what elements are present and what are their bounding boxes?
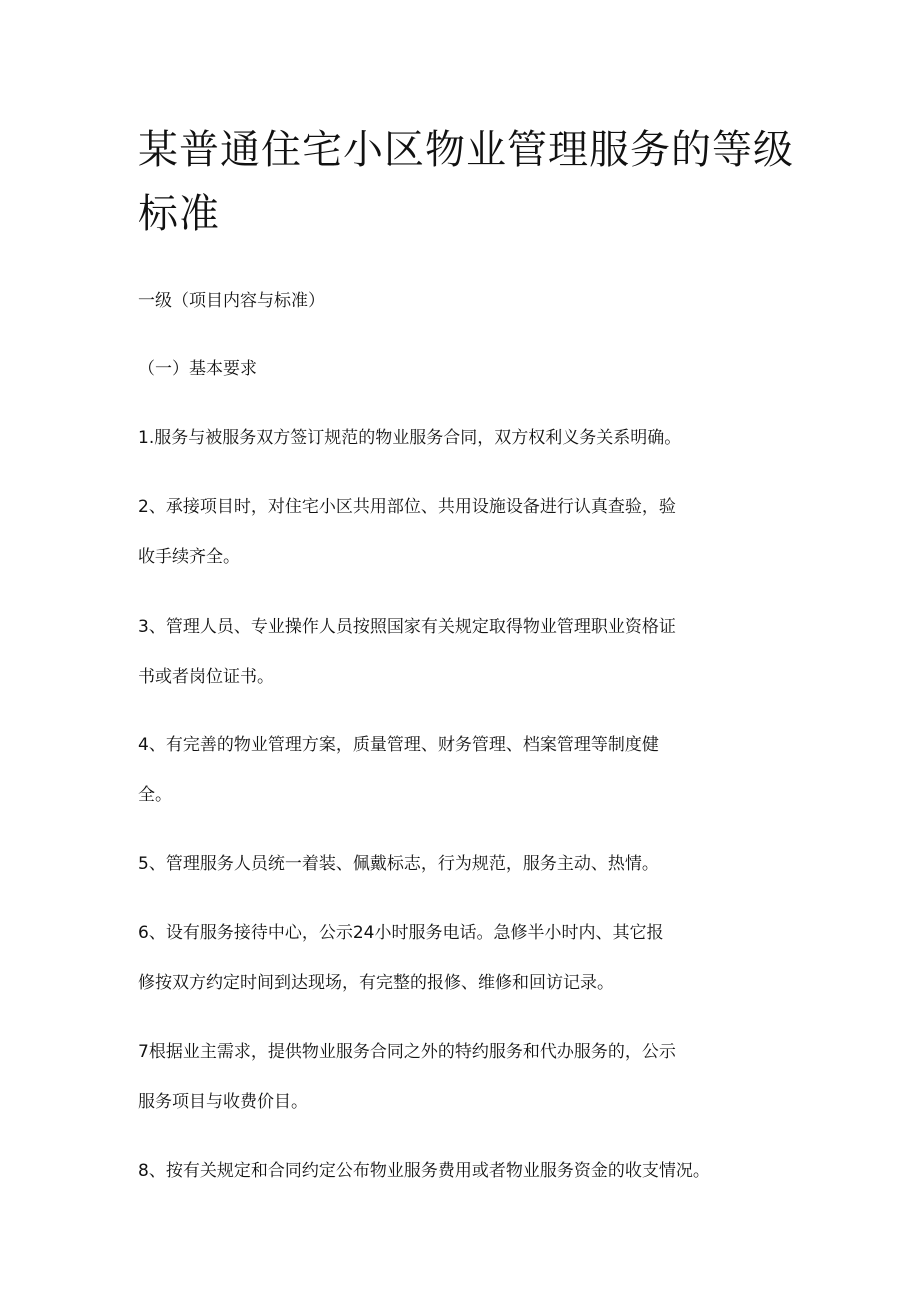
item-2-line-2: 收手续齐全。 (138, 547, 240, 567)
section-heading: （一）基本要求 (138, 359, 257, 379)
document-title: 某普通住宅小区物业管理服务的等级标准 (138, 127, 794, 237)
item-7-line-2: 服务项目与收费价目。 (138, 1092, 308, 1112)
level-heading: 一级（项目内容与标准） (138, 291, 325, 311)
item-6-line-2: 修按双方约定时间到达现场，有完整的报修、维修和回访记录。 (138, 973, 614, 993)
item-6-line-1: 6、设有服务接待中心，公示24小时服务电话。急修半小时内、其它报 (138, 923, 664, 943)
item-4-line-2: 全。 (138, 785, 172, 805)
item-1-line-1: 1.服务与被服务双方签订规范的物业服务合同，双方权利义务关系明确。 (138, 428, 682, 448)
item-3-line-1: 3、管理人员、专业操作人员按照国家有关规定取得物业管理职业资格证 (138, 617, 676, 637)
item-4-line-1: 4、有完善的物业管理方案，质量管理、财务管理、档案管理等制度健 (138, 735, 659, 755)
item-5-line-1: 5、管理服务人员统一着装、佩戴标志，行为规范，服务主动、热情。 (138, 854, 659, 874)
item-7-line-1: 7根据业主需求，提供物业服务合同之外的特约服务和代办服务的，公示 (138, 1042, 676, 1062)
item-8-line-1: 8、按有关规定和合同约定公布物业服务费用或者物业服务资金的收支情况。 (138, 1161, 710, 1181)
item-3-line-2: 书或者岗位证书。 (138, 667, 274, 687)
item-2-line-1: 2、承接项目时，对住宅小区共用部位、共用设施设备进行认真查验，验 (138, 497, 676, 517)
